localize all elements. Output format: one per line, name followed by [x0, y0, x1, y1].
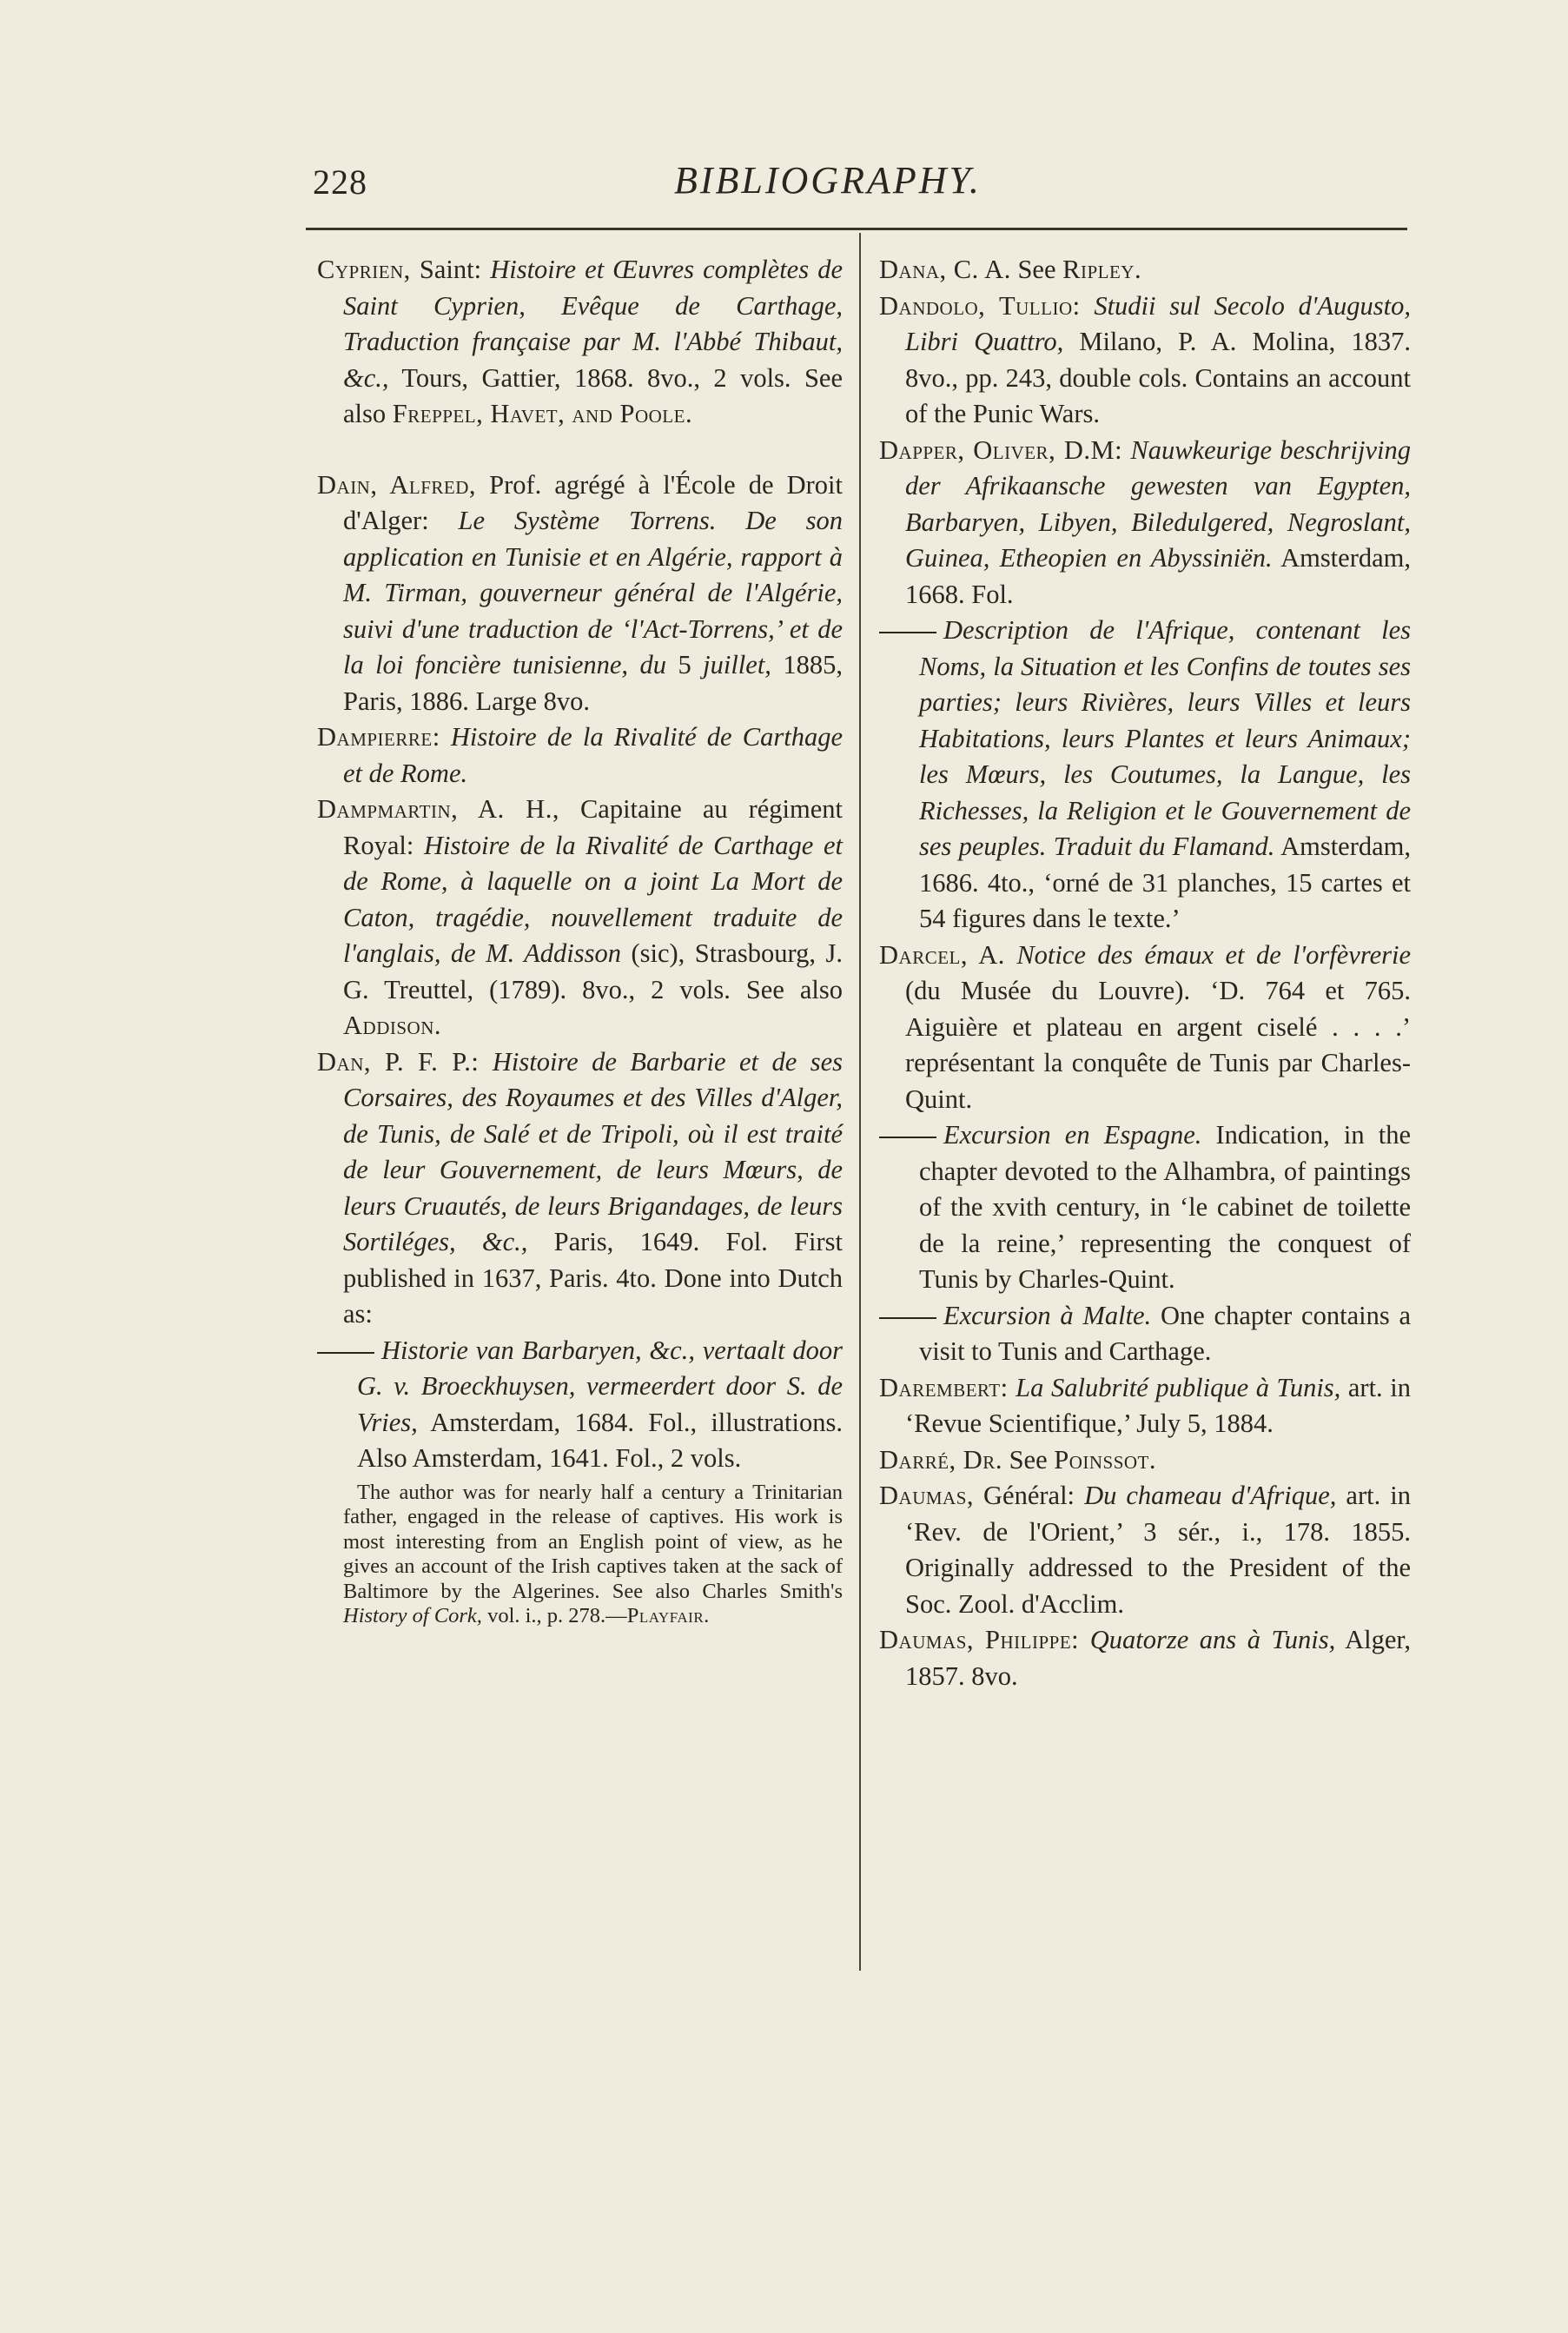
entry-author: Dampierre:: [317, 722, 440, 752]
entry-author: Darré, Dr.: [879, 1444, 1002, 1475]
entry-text: See: [1002, 1444, 1055, 1475]
column-divider: [859, 233, 861, 1971]
entry-title: Du chameau d'Afrique,: [1084, 1481, 1337, 1510]
entry-text: One chapter contains a visit to Tunis and Carthage.: [919, 1300, 1411, 1366]
entry-title: Histoire de Barbarie et de ses Corsaires, des Royaumes et des Villes d'Alger, de Tunis, de Salé et de Tripoli, où il est traité de leur Gouvernement, de leurs Mœurs, de leurs Cruautés, de leurs Brigandages, de leurs Sortiléges, &c.,: [343, 1046, 844, 1256]
entry-title: Nauwkeurige beschrijving der Afrikaansche gewesten van Egypten, Barbaryen, Libyen, Biledulgered, Negroslant, Guinea, Etheopien en Abyssiniën.: [905, 434, 1411, 573]
entry-daumas-philippe: [879, 1622, 1411, 1694]
note-title: History of Cork,: [343, 1604, 482, 1627]
entry-text: Tours, Gattier, 1868. 8vo., 2 vols. See also: [343, 362, 843, 428]
entry-text: art. in ‘Rev. de l'Orient,’ 3 sér., i., 178. 1855. Originally addressed to the President of the Soc. Zool. d'Acclim.: [905, 1481, 1411, 1619]
entry-text: Saint:: [410, 255, 491, 284]
entry-dana: [879, 252, 1411, 288]
entry-darre: [879, 1442, 1411, 1479]
note-source: Playfair.: [626, 1604, 710, 1627]
entry-title: Studii sul Secolo d'Augusto, Libri Quattro,: [905, 290, 1412, 356]
entry-text: See: [1010, 255, 1063, 284]
entry-text: (du Musée du Louvre). ‘D. 764 et 765. Aiguière et plateau en argent ciselé . . . .’ représentant la conquête de Tunis par Charles-Quint.: [905, 976, 1411, 1114]
entry-text: Paris, 1649. Fol. First published in 1637, Paris. 4to. Done into Dutch as:: [343, 1227, 844, 1329]
entry-text: Milano, P. A. Molina, 1837. 8vo., pp. 243, double cols. Contains an account of the Punic Wars.: [905, 327, 1411, 428]
entry-author: Dana, C. A.: [879, 255, 1011, 284]
entry-cyprien: [317, 252, 843, 433]
note-text: vol. i., p. 278.—: [481, 1604, 627, 1627]
cross-reference: Poinssot.: [1054, 1444, 1157, 1475]
header-rule: [306, 228, 1407, 230]
entry-author: Dandolo, Tullio:: [879, 290, 1081, 321]
entry-text: Général:: [974, 1481, 1085, 1510]
entry-title: Notice des émaux et de l'orfèvrerie: [1004, 939, 1411, 970]
entry-dain: [317, 467, 843, 720]
entry-text: (sic), Strasbourg, J. G. Treuttel, (1789). 8vo., 2 vols. See also: [343, 938, 843, 1004]
entry-darcel: [879, 938, 1411, 1118]
entry-title: La Salubrité publique à Tunis,: [1008, 1372, 1341, 1402]
entry-title: juillet,: [703, 650, 771, 679]
entry-title: Le Système Torrens. De son application en Tunisie et en Algérie, rapport à M. Tirman, gouverneur général de l'Algérie, suivi d'une traduction de ‘l'Act-Torrens,’ et de la loi foncière tunisienne, du: [343, 506, 844, 679]
ditto-dash: [317, 1352, 374, 1354]
entry-darcel-espagne: [879, 1117, 1411, 1298]
entry-text: Amsterdam, 1668. Fol.: [905, 543, 1411, 609]
entry-title: Historie van Barbaryen, &c., vertaalt door G. v. Broeckhuysen, vermeerdert door S. de Vries,: [357, 1335, 843, 1437]
entry-author: Dapper, Oliver, D.M:: [879, 434, 1123, 465]
entry-author: Daumas,: [879, 1481, 974, 1510]
entry-daumas-general: [879, 1478, 1411, 1622]
entry-text: 5: [666, 650, 704, 679]
entry-text: Capitaine au régiment Royal:: [343, 794, 843, 860]
entry-dandolo: [879, 288, 1411, 433]
entry-note: [317, 1481, 843, 1629]
ditto-dash: [879, 1317, 936, 1319]
entry-title: Description de l'Afrique, contenant les Noms, la Situation et les Confins de toutes ses parties; leurs Rivières, leurs Villes et leurs Habitations, leurs Plantes et leurs Animaux; les Mœurs, les Coutumes, la Langue, les Richesses, la Religion et le Gouvernement de ses peuples. Traduit du Flamand.: [919, 615, 1411, 861]
entry-author: Daumas, Philippe:: [879, 1625, 1080, 1654]
entry-text: Amsterdam, 1686. 4to., ‘orné de 31 planches, 15 cartes et 54 figures dans le texte.’: [919, 832, 1411, 933]
entry-title: Excursion en Espagne.: [943, 1120, 1202, 1150]
entry-text: Indication, in the chapter devoted to the Alhambra, of paintings of the xvith century, in ‘le cabinet de toilette de la reine,’ representing the conquest of Tunis by Charles-Quint.: [919, 1120, 1412, 1294]
entry-title: Histoire et Œuvres complètes de Saint Cyprien, Evêque de Carthage, Traduction française par M. l'Abbé Thibaut, &c.,: [343, 255, 843, 393]
entry-darcel-malte: [879, 1298, 1411, 1370]
cross-reference: Ripley.: [1062, 255, 1142, 284]
entry-text: Amsterdam, 1684. Fol., illustrations. Also Amsterdam, 1641. Fol., 2 vols.: [357, 1407, 843, 1473]
note-text: The author was for nearly half a century a Trinitarian father, engaged in the release of captives. His work is most interesting from an English point of view, as he gives an account of the Irish captives taken at the sack of Baltimore by the Algerines. See also Charles Smith's: [343, 1480, 843, 1603]
entry-dampmartin: [317, 792, 843, 1044]
page-number: 228: [313, 162, 367, 202]
right-column: [879, 252, 1411, 1694]
entry-dan-dutch: [317, 1333, 843, 1477]
entry-text: art. in ‘Revue Scientifique,’ July 5, 1884.: [905, 1372, 1411, 1438]
entry-dampierre: [317, 719, 843, 792]
entry-author: Darembert:: [879, 1372, 1009, 1402]
entry-dan: [317, 1044, 843, 1333]
entry-dapper-description: [879, 613, 1411, 938]
ditto-dash: [879, 1137, 936, 1138]
entry-author: Dan, P. F. P.:: [317, 1046, 480, 1077]
entry-dapper: [879, 433, 1411, 613]
entry-text: 1885, Paris, 1886. Large 8vo.: [343, 650, 844, 716]
left-column: [317, 252, 843, 1650]
cross-reference: Freppel, Havet, and Poole.: [392, 399, 693, 428]
entry-author: Darcel, A.: [879, 939, 1005, 970]
entry-title: Histoire de la Rivalité de Carthage et de Rome, à laquelle on a joint La Mort de Caton, tragédie, nouvellement traduite de l'anglais, de M. Addisson: [343, 830, 843, 968]
entry-author: Dampmartin, A. H.,: [317, 794, 559, 824]
entry-title: Histoire de la Rivalité de Carthage et de Rome.: [343, 722, 843, 788]
ditto-dash: [879, 632, 936, 633]
entry-title: Quatorze ans à Tunis,: [1079, 1625, 1336, 1654]
entry-text: Alger, 1857. 8vo.: [905, 1625, 1411, 1691]
entry-title: Excursion à Malte.: [943, 1300, 1152, 1330]
cross-reference: Addison.: [343, 1011, 441, 1040]
entry-darembert: [879, 1370, 1411, 1442]
running-head: BIBLIOGRAPHY.: [674, 159, 982, 202]
entry-author: Cyprien,: [317, 255, 411, 284]
entry-author: Dain, Alfred,: [317, 469, 477, 500]
entry-text: Prof. agrégé à l'École de Droit d'Alger:: [343, 469, 843, 535]
